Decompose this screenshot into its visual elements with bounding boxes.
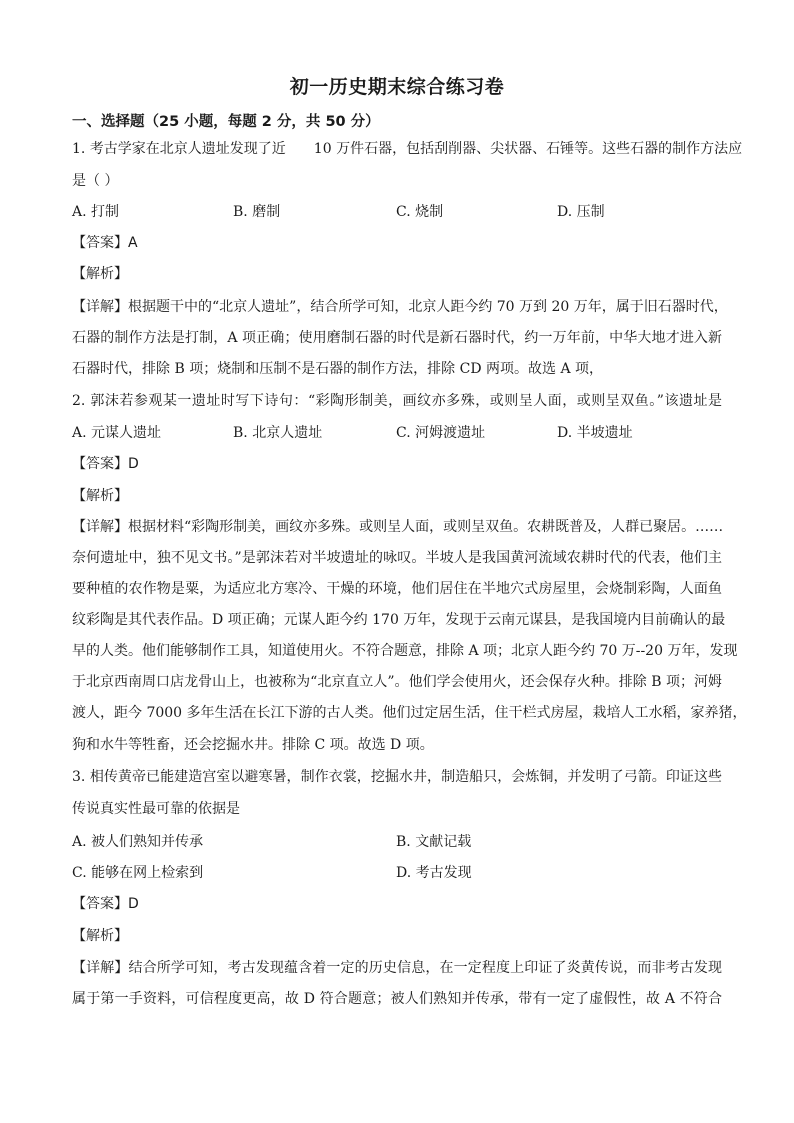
q1-detail-line: 【详解】根据题干中的“北京人遗址”，结合所学可知，北京人距今约 70 万到 20 万年，属于旧石器时代， [72, 299, 728, 315]
q1-analysis-label: 【解析】 [72, 266, 128, 282]
q2-detail-line: 于北京西南周口店龙骨山上，也被称为“北京直立人”。他们学会使用火，还会保存火种。排除 B 项；河姆 [72, 674, 722, 690]
q2-answer: 【答案】D [72, 456, 139, 472]
q2-stem-line: 2. 郭沫若参观某一遗址时写下诗句：“彩陶形制美，画纹亦多殊，或则呈人面，或则呈双鱼。”该遗址是 [72, 393, 722, 409]
q2-detail-line: 渡人，距今 7000 多年生活在长江下游的古人类。他们过定居生活，住干栏式房屋，栽培人工水稻，家养猪， [72, 705, 747, 721]
q3-stem-line: 3. 相传黄帝已能建造宫室以避寒暑，制作衣裳，挖掘水井，制造船只，会炼铜，并发明了弓箭。印证这些 [72, 769, 722, 785]
q2-option-b: B. 北京人遗址 [233, 425, 323, 441]
q1-option-c: C. 烧制 [396, 204, 444, 220]
q2-detail-line: 【详解】根据材料“彩陶形制美，画纹亦多殊。或则呈人面，或则呈双鱼。农耕既普及，人群已聚居。…… [72, 519, 724, 535]
q3-detail-line: 属于第一手资料，可信程度更高，故 D 符合题意；被人们熟知并传承，带有一定了虚假性，故 A 不符合 [72, 991, 722, 1007]
q3-option-c: C. 能够在网上检索到 [72, 865, 204, 881]
q3-stem-line: 传说真实性最可靠的依据是 [72, 801, 240, 817]
q2-detail-line: 早的人类。他们能够制作工具，知道使用火。不符合题意，排除 A 项；北京人距今约 70 万--20 万年，发现 [72, 643, 738, 659]
q1-answer: 【答案】A [72, 235, 138, 251]
q2-detail-line: 狗和水牛等牲畜，还会挖掘水井。排除 C 项。故选 D 项。 [72, 737, 434, 753]
q3-option-a: A. 被人们熟知并传承 [72, 834, 204, 850]
q1-stem-line: 是（ ） [72, 173, 119, 189]
q3-answer: 【答案】D [72, 896, 139, 912]
section-heading: 一、选择题（25 小题，每题 2 分，共 50 分） [72, 114, 380, 130]
q3-detail-line: 【详解】结合所学可知，考古发现蕴含着一定的历史信息，在一定程度上印证了炎黄传说，而非考古发现 [72, 960, 722, 976]
q3-option-b: B. 文献记载 [396, 834, 472, 850]
q1-detail-line: 石器的制作方法是打制，A 项正确；使用磨制石器的时代是新石器时代，约一万年前，中华大地才进入新 [72, 330, 722, 346]
q1-option-a: A. 打制 [72, 204, 120, 220]
q2-option-c: C. 河姆渡遗址 [396, 425, 486, 441]
q1-detail-line: 石器时代，排除 B 项；烧制和压制不是石器的制作方法，排除 CD 两项。故选 A 项， [72, 361, 604, 377]
q2-analysis-label: 【解析】 [72, 488, 128, 504]
q3-analysis-label: 【解析】 [72, 928, 128, 944]
q2-option-d: D. 半坡遗址 [557, 425, 633, 441]
q3-option-d: D. 考古发现 [396, 865, 472, 881]
q2-option-a: A. 元谋人遗址 [72, 425, 162, 441]
q2-detail-line: 纹彩陶是其代表作品。D 项正确；元谋人距今约 170 万年，发现于云南元谋县，是我国境内目前确认的最 [72, 612, 726, 628]
q2-detail-line: 奈何遗址中，独不见文书。”是郭沫若对半坡遗址的咏叹。半坡人是我国黄河流域农耕时代的代表，他们主 [72, 550, 722, 566]
q1-option-d: D. 压制 [557, 204, 605, 220]
q1-option-b: B. 磨制 [233, 204, 281, 220]
page-title: 初一历史期末综合练习卷 [289, 76, 505, 98]
q1-stem-line: 1. 考古学家在北京人遗址发现了近 10 万件石器，包括刮削器、尖状器、石锤等。这些石器的制作方法应 [72, 141, 743, 157]
q2-detail-line: 要种植的农作物是粟，为适应北方寒冷、干燥的环境，他们居住在半地穴式房屋里，会烧制彩陶，人面鱼 [72, 581, 722, 597]
